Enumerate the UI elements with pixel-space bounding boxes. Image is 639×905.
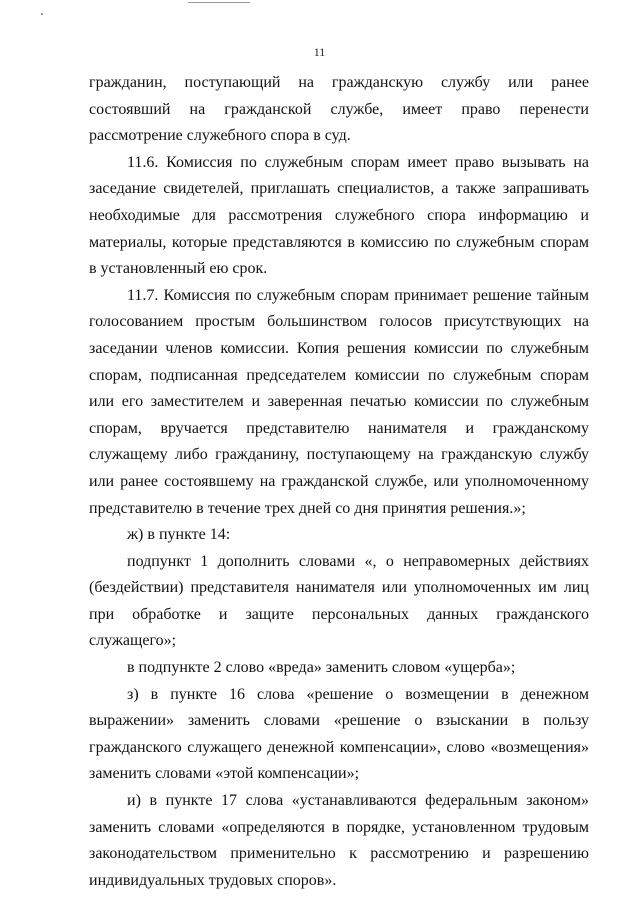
paragraph-11-6: 11.6. Комиссия по служебным спорам имеет право вызывать на заседание свидетелей, приглашать специалистов, а также запрашивать необходимые для рассмотрения служебного спора информацию и материалы, которые представляются в комиссию по служебным спорам в установленный ею срок. bbox=[89, 153, 589, 278]
scan-artifact-line bbox=[188, 2, 250, 3]
paragraph-11-7: 11.7. Комиссия по служебным спорам принимает решение тайным голосованием простым большинством голосов присутствующих на заседании членов комиссии. Копия решения комиссии по служебным спорам, подписанная председателем комиссии по служебным спорам или его заместителем и заверенная печатью комиссии по служебным спорам, вручается представителю нанимателя и гражданскому служащему либо гражданину, поступающему на гражданскую службу или ранее состоявшему на гражданской службе, или уполномоченному представителю в течение трех дней со дня принятия решения.»; bbox=[89, 286, 589, 517]
paragraph-subitem-2: в подпункте 2 слово «вреда» заменить словом «ущерба»; bbox=[127, 659, 516, 677]
paragraph-subitem-1: подпункт 1 дополнить словами «, о неправомерных действиях (бездействии) представителя нанимателя или уполномоченных им лиц при обработке и защите персональных данных гражданского служащего»; bbox=[89, 552, 589, 650]
document-body bbox=[89, 70, 589, 894]
paragraph-item-z: з) в пункте 16 слова «решение о возмещении в денежном выражении» заменить словами «решение о взыскании в пользу гражданского служащего денежной компенсации», слово «возмещения» заменить словами «этой компенсации»; bbox=[89, 685, 589, 783]
page-number: 11 bbox=[313, 45, 326, 59]
paragraph-item-zh: ж) в пункте 14: bbox=[127, 526, 231, 544]
scan-artifact-dot bbox=[41, 13, 43, 15]
paragraph-continuation: гражданин, поступающий на гражданскую службу или ранее состоявший на гражданской службе, имеет право перенести рассмотрение служебного спора в суд. bbox=[89, 74, 589, 145]
paragraph-item-i: и) в пункте 17 слова «устанавливаются федеральным законом» заменить словами «определяются в порядке, установленном трудовым законодательством применительно к рассмотрению и разрешению индивидуальных трудовых споров». bbox=[89, 792, 589, 889]
